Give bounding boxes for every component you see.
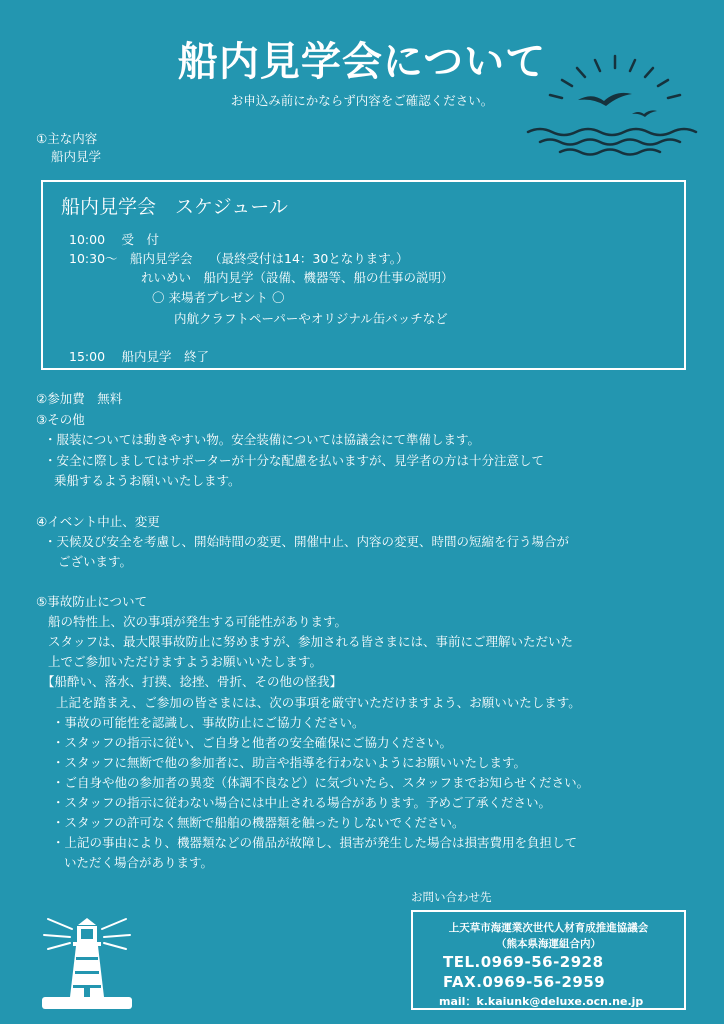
contact-box [411, 910, 686, 1010]
section-line: ・事故の可能性を認識し、事故防止にご協力ください。 [52, 715, 365, 730]
section-line: ございます。 [58, 554, 133, 569]
contact-label: お問い合わせ先 [411, 890, 492, 904]
section-heading-main-content: ①主な内容 [36, 131, 98, 146]
section-line: スタッフは、最大限事故防止に努めますが、参加される皆さまには、事前にご理解いただいた [48, 634, 574, 649]
section-line: ・スタッフに無断で他の参加者に、助言や指導を行わないようにお願いいたします。 [52, 755, 527, 770]
section-line: 上でご参加いただけますようお願いいたします。 [48, 654, 323, 669]
section-line: 乗船するようお願いいたします。 [54, 473, 241, 488]
section-line: ・ご自身や他の参加者の異変（体調不良など）に気づいたら、スタッフまでお知らせください。 [52, 775, 590, 790]
schedule-line: 〇 来場者プレゼント 〇 [152, 290, 285, 305]
section-line: ・スタッフの指示に従わない場合には中止される場合があります。予めご了承ください。 [52, 795, 552, 810]
page-subtitle: お申込み前にかならず内容をご確認ください。 [230, 93, 494, 108]
section-line: 船の特性上、次の事項が発生する可能性があります。 [48, 614, 348, 629]
section-line: ・安全に際しましてはサポーターが十分な配慮を払いますが、見学者の方は十分注意して [44, 453, 545, 468]
section-line: いただく場合があります。 [64, 855, 214, 870]
page-title: 船内見学会について [177, 39, 547, 85]
email-address[interactable]: mail：k.kaiunk@deluxe.ocn.ne.jp [439, 995, 644, 1008]
organization-name: 上天草市海運業次世代人材育成推進協議会 [448, 922, 649, 934]
schedule-line: 10:30～ 船内見学会 （最終受付は14：30となります。） [69, 251, 409, 266]
section-heading-other: ③その他 [36, 412, 85, 427]
schedule-line: 15:00 船内見学 終了 [69, 349, 209, 364]
section-line: ・服装については動きやすい物。安全装備については協議会にて準備します。 [44, 432, 481, 447]
section-line: ・スタッフの許可なく無断で船舶の機器類を触ったりしないでください。 [52, 815, 465, 830]
schedule-box [41, 180, 686, 370]
section-line: ・スタッフの指示に従い、ご自身と他者の安全確保にご協力ください。 [52, 735, 453, 750]
schedule-line: 内航クラフトペーパーやオリジナル缶バッチなど [174, 311, 448, 326]
section-line: ・上記の事由により、機器類などの備品が故障し、損害が発生した場合は損害費用を負担して [52, 835, 578, 850]
section-line: 【船酔い、落水、打撲、捻挫、骨折、その他の怪我】 [42, 674, 343, 689]
section-heading-accident-prevention: ⑤事故防止について [36, 594, 147, 609]
section-line: ・天候及び安全を考慮し、開始時間の変更、開催中止、内容の変更、時間の短縮を行う場合が [44, 534, 570, 549]
organization-subname: （熊本県海運組合内） [496, 938, 601, 950]
sunset-seagulls-icon [520, 48, 700, 163]
schedule-title: 船内見学会 スケジュール [61, 196, 288, 218]
schedule-line: 10:00 受 付 [69, 232, 159, 247]
section-heading-cancellation: ④イベント中止、変更 [36, 514, 160, 529]
fax-number: FAX.0969-56-2959 [443, 973, 606, 991]
section-body-main-content: 船内見学 [51, 149, 102, 164]
section-heading-fee: ②参加費 無料 [36, 391, 123, 406]
phone-number[interactable]: TEL.0969-56-2928 [443, 953, 604, 971]
schedule-line: れいめい 船内見学（設備、機器等、船の仕事の説明） [141, 270, 454, 285]
lighthouse-icon [38, 913, 136, 1011]
section-line: 上記を踏まえ、ご参加の皆さまには、次の事項を厳守いただけますよう、お願いいたします。 [56, 695, 581, 710]
